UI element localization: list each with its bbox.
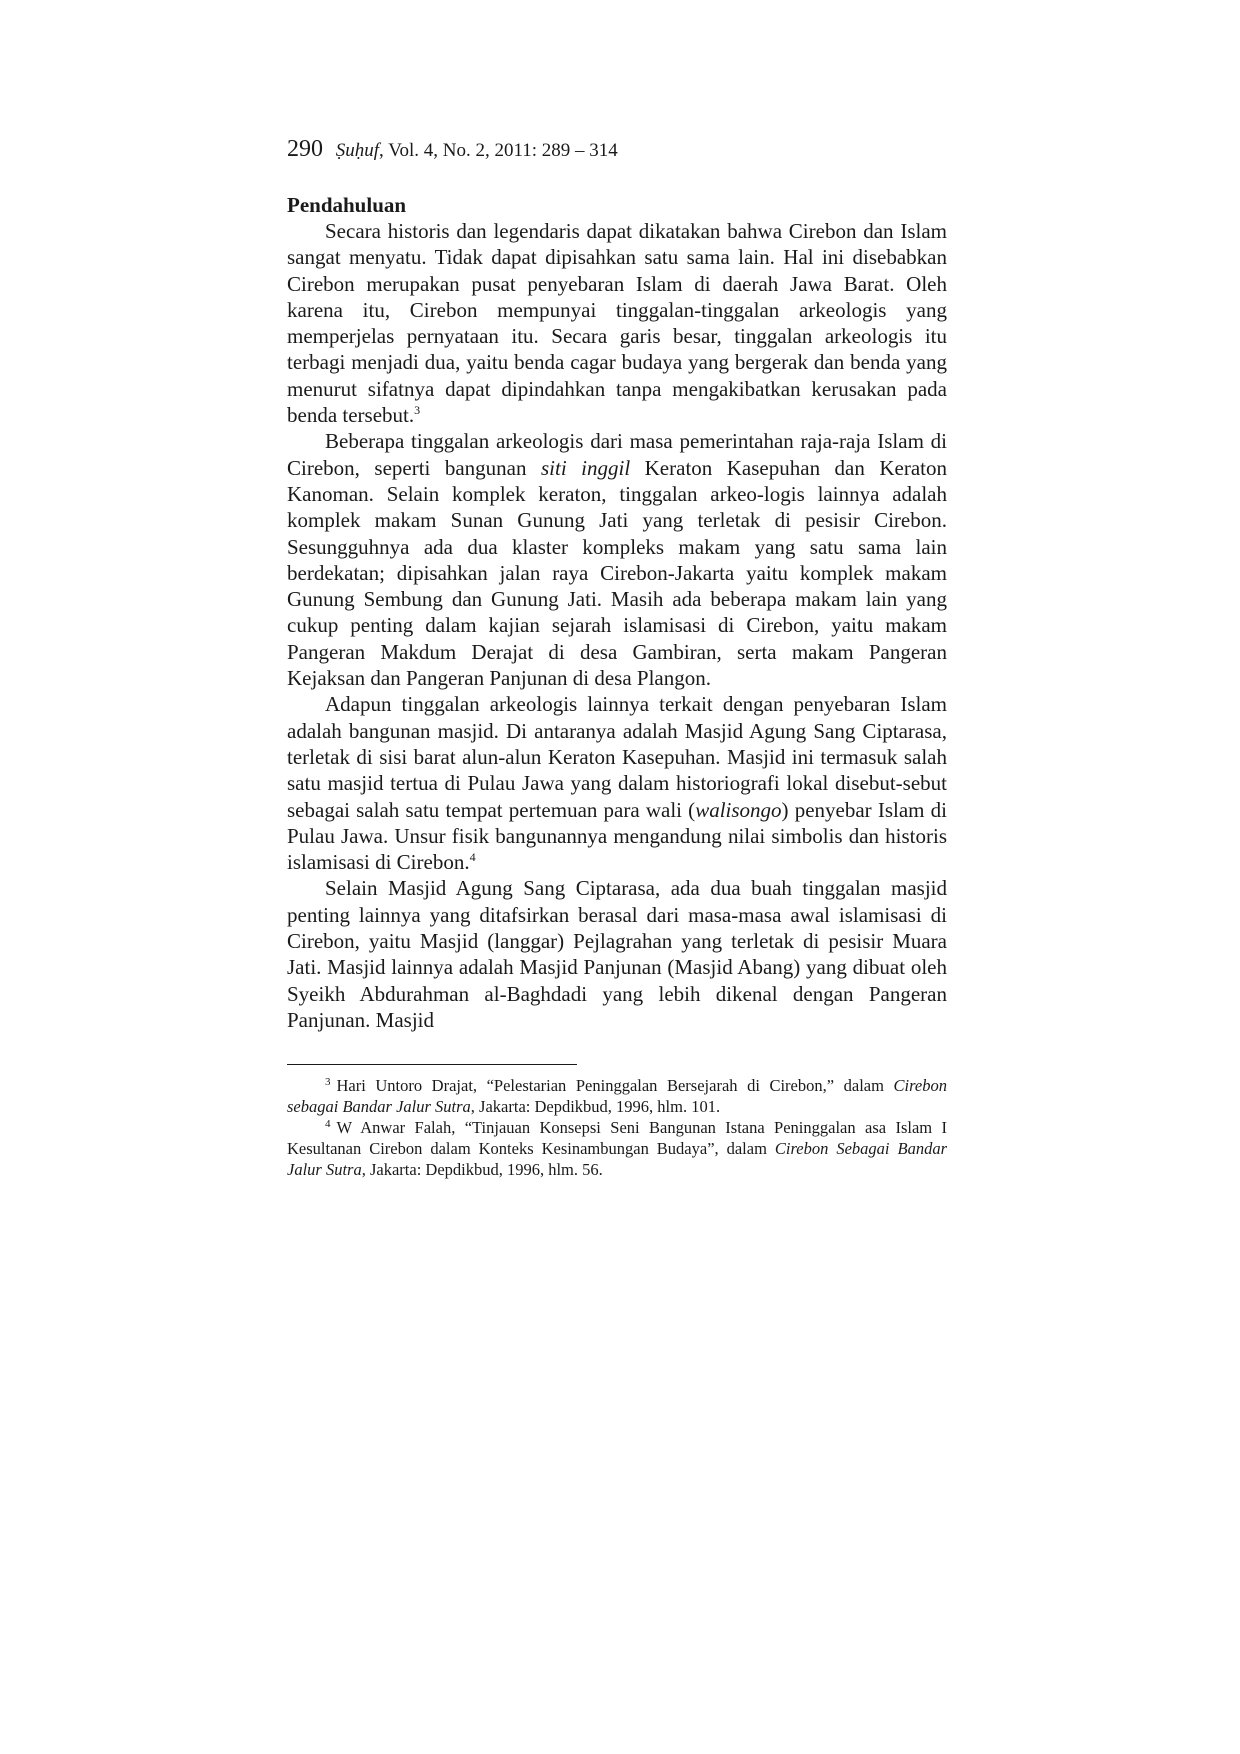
footnote-4-text-end: , Jakarta: Depdikbud, 1996, hlm. 56. [361, 1160, 603, 1180]
body-text [287, 218, 947, 1033]
journal-title: Ṣuḥuf [335, 140, 380, 161]
paragraph-3-italic-term: walisongo [695, 797, 782, 822]
paragraph-2-text-start: Beberapa tinggalan arkeologis dari masa pemerintahan raja-raja Islam di Cirebon, seperti bangunan [287, 429, 947, 480]
footnote-3-italic-title: Cirebon sebagai Bandar Jalur Sutra [287, 1076, 947, 1117]
footnote-3 [287, 1075, 947, 1117]
page-content [287, 136, 947, 1180]
footnote-3-text-end: , Jakarta: Depdikbud, 1996, hlm. 101. [470, 1097, 721, 1117]
paragraph-3 [287, 691, 947, 875]
footnote-3-number: 3 [325, 1075, 331, 1088]
paragraph-3-text-start: Adapun tinggalan arkeologis lainnya terkait dengan penyebaran Islam adalah bangunan masjid. Di antaranya adalah Masjid Agung Sang Ciptarasa, terletak di sisi barat alun-alun Keraton Kasepuhan. Masjid ini termasuk salah satu masjid tertua di Pulau Jawa yang dalam historiografi lokal disebut-sebut sebagai salah satu tempat pertemuan para wali ( [287, 692, 947, 822]
paragraph-2-italic-term: siti inggil [540, 455, 631, 480]
paragraph-4 [287, 875, 947, 1033]
footnote-4-number: 4 [325, 1117, 331, 1130]
footnote-4-text-start: W Anwar Falah, “Tinjauan Konsepsi Seni Bangunan Istana Peninggalan asa Islam I Kesultanan Cirebon dalam Konteks Kesinambungan Budaya”, dalam [287, 1118, 947, 1159]
footnote-3-text-start: Hari Untoro Drajat, “Pelestarian Peninggalan Bersejarah di Cirebon,” dalam [336, 1076, 894, 1096]
footnote-ref-4[interactable]: 4 [469, 850, 476, 865]
footnote-4-italic-title: Cirebon Sebagai Bandar Jalur Sutra [287, 1139, 947, 1180]
section-heading: Pendahuluan [287, 193, 407, 217]
paragraph-2 [287, 428, 947, 691]
paragraph-4-text: Selain Masjid Agung Sang Ciptarasa, ada dua buah tinggalan masjid penting lainnya yang ditafsirkan berasal dari masa-masa awal islamisasi di Cirebon, yaitu Masjid (langgar) Pejlagrahan yang terletak di pesisir Muara Jati. Masjid lainnya adalah Masjid Panjunan (Masjid Abang) yang dibuat oleh Syeikh Abdurahman al-Baghdadi yang lebih dikenal dengan Pangeran Panjunan. Masjid [287, 876, 947, 1032]
paragraph-2-text-end: Keraton Kasepuhan dan Keraton Kanoman. Selain komplek keraton, tinggalan arkeo-logis lainnya adalah komplek makam Sunan Gunung Jati yang terletak di pesisir Cirebon. Sesungguhnya ada dua klaster kompleks makam yang satu sama lain berdekatan; dipisahkan jalan raya Cirebon-Jakarta yaitu komplek makam Gunung Sembung dan Gunung Jati. Masih ada beberapa makam lain yang cukup penting dalam kajian sejarah islamisasi di Cirebon, yaitu makam Pangeran Makdum Derajat di desa Gambiran, serta makam Pangeran Kejaksan dan Pangeran Panjunan di desa Plangon. [287, 455, 947, 691]
journal-citation: , Vol. 4, No. 2, 2011: 289 – 314 [379, 140, 618, 161]
footnotes [287, 1075, 947, 1180]
footnote-4 [287, 1117, 947, 1180]
paragraph-1 [287, 218, 947, 428]
page-number: 290 [287, 136, 323, 162]
footnote-divider [287, 1064, 577, 1065]
paragraph-1-text: Secara historis dan legendaris dapat dikatakan bahwa Cirebon dan Islam sangat menyatu. Tidak dapat dipisahkan satu sama lain. Hal ini disebabkan Cirebon merupakan pusat penyebaran Islam di daerah Jawa Barat. Oleh karena itu, Cirebon mempunyai tinggalan-tinggalan arkeologis yang memperjelas pernyataan itu. Secara garis besar, tinggalan arkeologis itu terbagi menjadi dua, yaitu benda cagar budaya yang bergerak dan benda yang menurut sifatnya dapat dipindahkan tanpa mengakibatkan kerusakan pada benda tersebut. [287, 219, 947, 428]
paragraph-3-text-end: ) penyebar Islam di Pulau Jawa. Unsur fisik bangunannya mengandung nilai simbolis dan historis islamisasi di Cirebon. [287, 797, 947, 875]
footnote-ref-3[interactable]: 3 [414, 403, 421, 418]
running-header [287, 136, 947, 164]
